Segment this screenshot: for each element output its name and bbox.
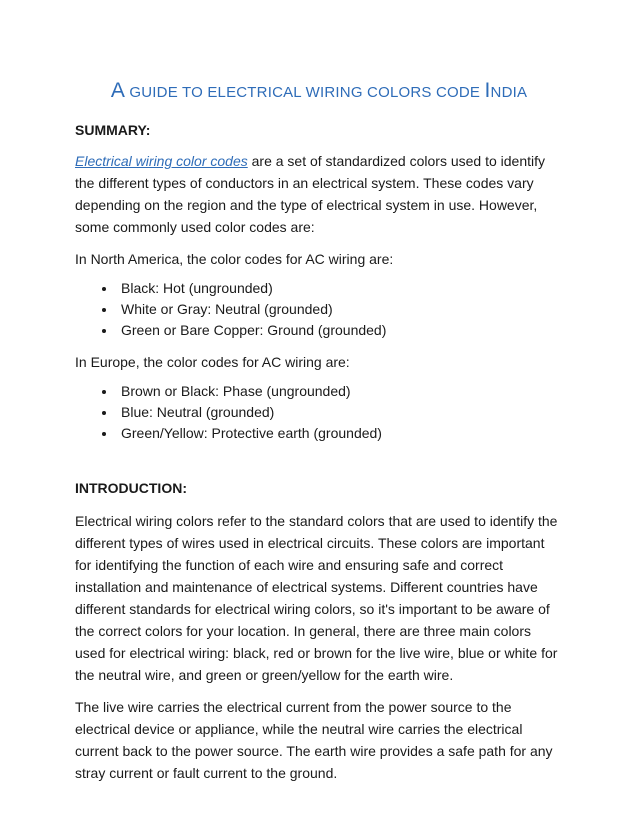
europe-list [75, 381, 563, 444]
list-item: • Green or Bare Copper: Ground (grounded) [117, 320, 563, 341]
title-middle: GUIDE TO ELECTRICAL WIRING COLORS CODE [125, 84, 485, 101]
north-america-list [75, 278, 563, 341]
list-item: • Brown or Black: Phase (ungrounded) [117, 381, 563, 402]
page-title [75, 0, 563, 106]
title-initial-a: A [110, 79, 126, 102]
europe-intro: In Europe, the color codes for AC wiring are: [75, 354, 350, 370]
list-item: • Green/Yellow: Protective earth (grounded) [117, 423, 563, 444]
introduction-heading: INTRODUCTION: [75, 480, 187, 496]
wiring-color-codes-link[interactable]: Electrical wiring color codes [75, 153, 248, 169]
title-end: NDIA [490, 84, 528, 101]
summary-paragraph [75, 150, 563, 238]
list-item: • Blue: Neutral (grounded) [117, 402, 563, 423]
introduction-paragraph-2: The live wire carries the electrical current from the power source to the electrical device or appliance, while the neutral wire carries the electrical current back to the power source. The earth wire provides a safe path for any stray current or fault current to the ground. [75, 699, 553, 781]
list-item: • Black: Hot (ungrounded) [117, 278, 563, 299]
introduction-paragraph-1: Electrical wiring colors refer to the standard colors that are used to identify the different types of wires used in electrical circuits. These colors are important for identifying the function of each wire and ensuring safe and correct installation and maintenance of electrical systems. Different countries have different standards for electrical wiring colors, so it's important to be aware of the correct colors for your location. In general, there are three main colors used for electrical wiring: black, red or brown for the live wire, blue or white for the neutral wire, and green or green/yellow for the earth wire. [75, 513, 558, 683]
title-initial-i: I [484, 79, 491, 102]
summary-heading: SUMMARY: [75, 122, 151, 138]
north-america-intro: In North America, the color codes for AC wiring are: [75, 251, 394, 267]
summary-paragraph-text: are a set of standardized colors used to identify the different types of conductors in an electrical system. These codes vary depending on the region and the type of electrical system in use. However, some commonly used color codes are: [75, 153, 546, 235]
list-item: • White or Gray: Neutral (grounded) [117, 299, 563, 320]
